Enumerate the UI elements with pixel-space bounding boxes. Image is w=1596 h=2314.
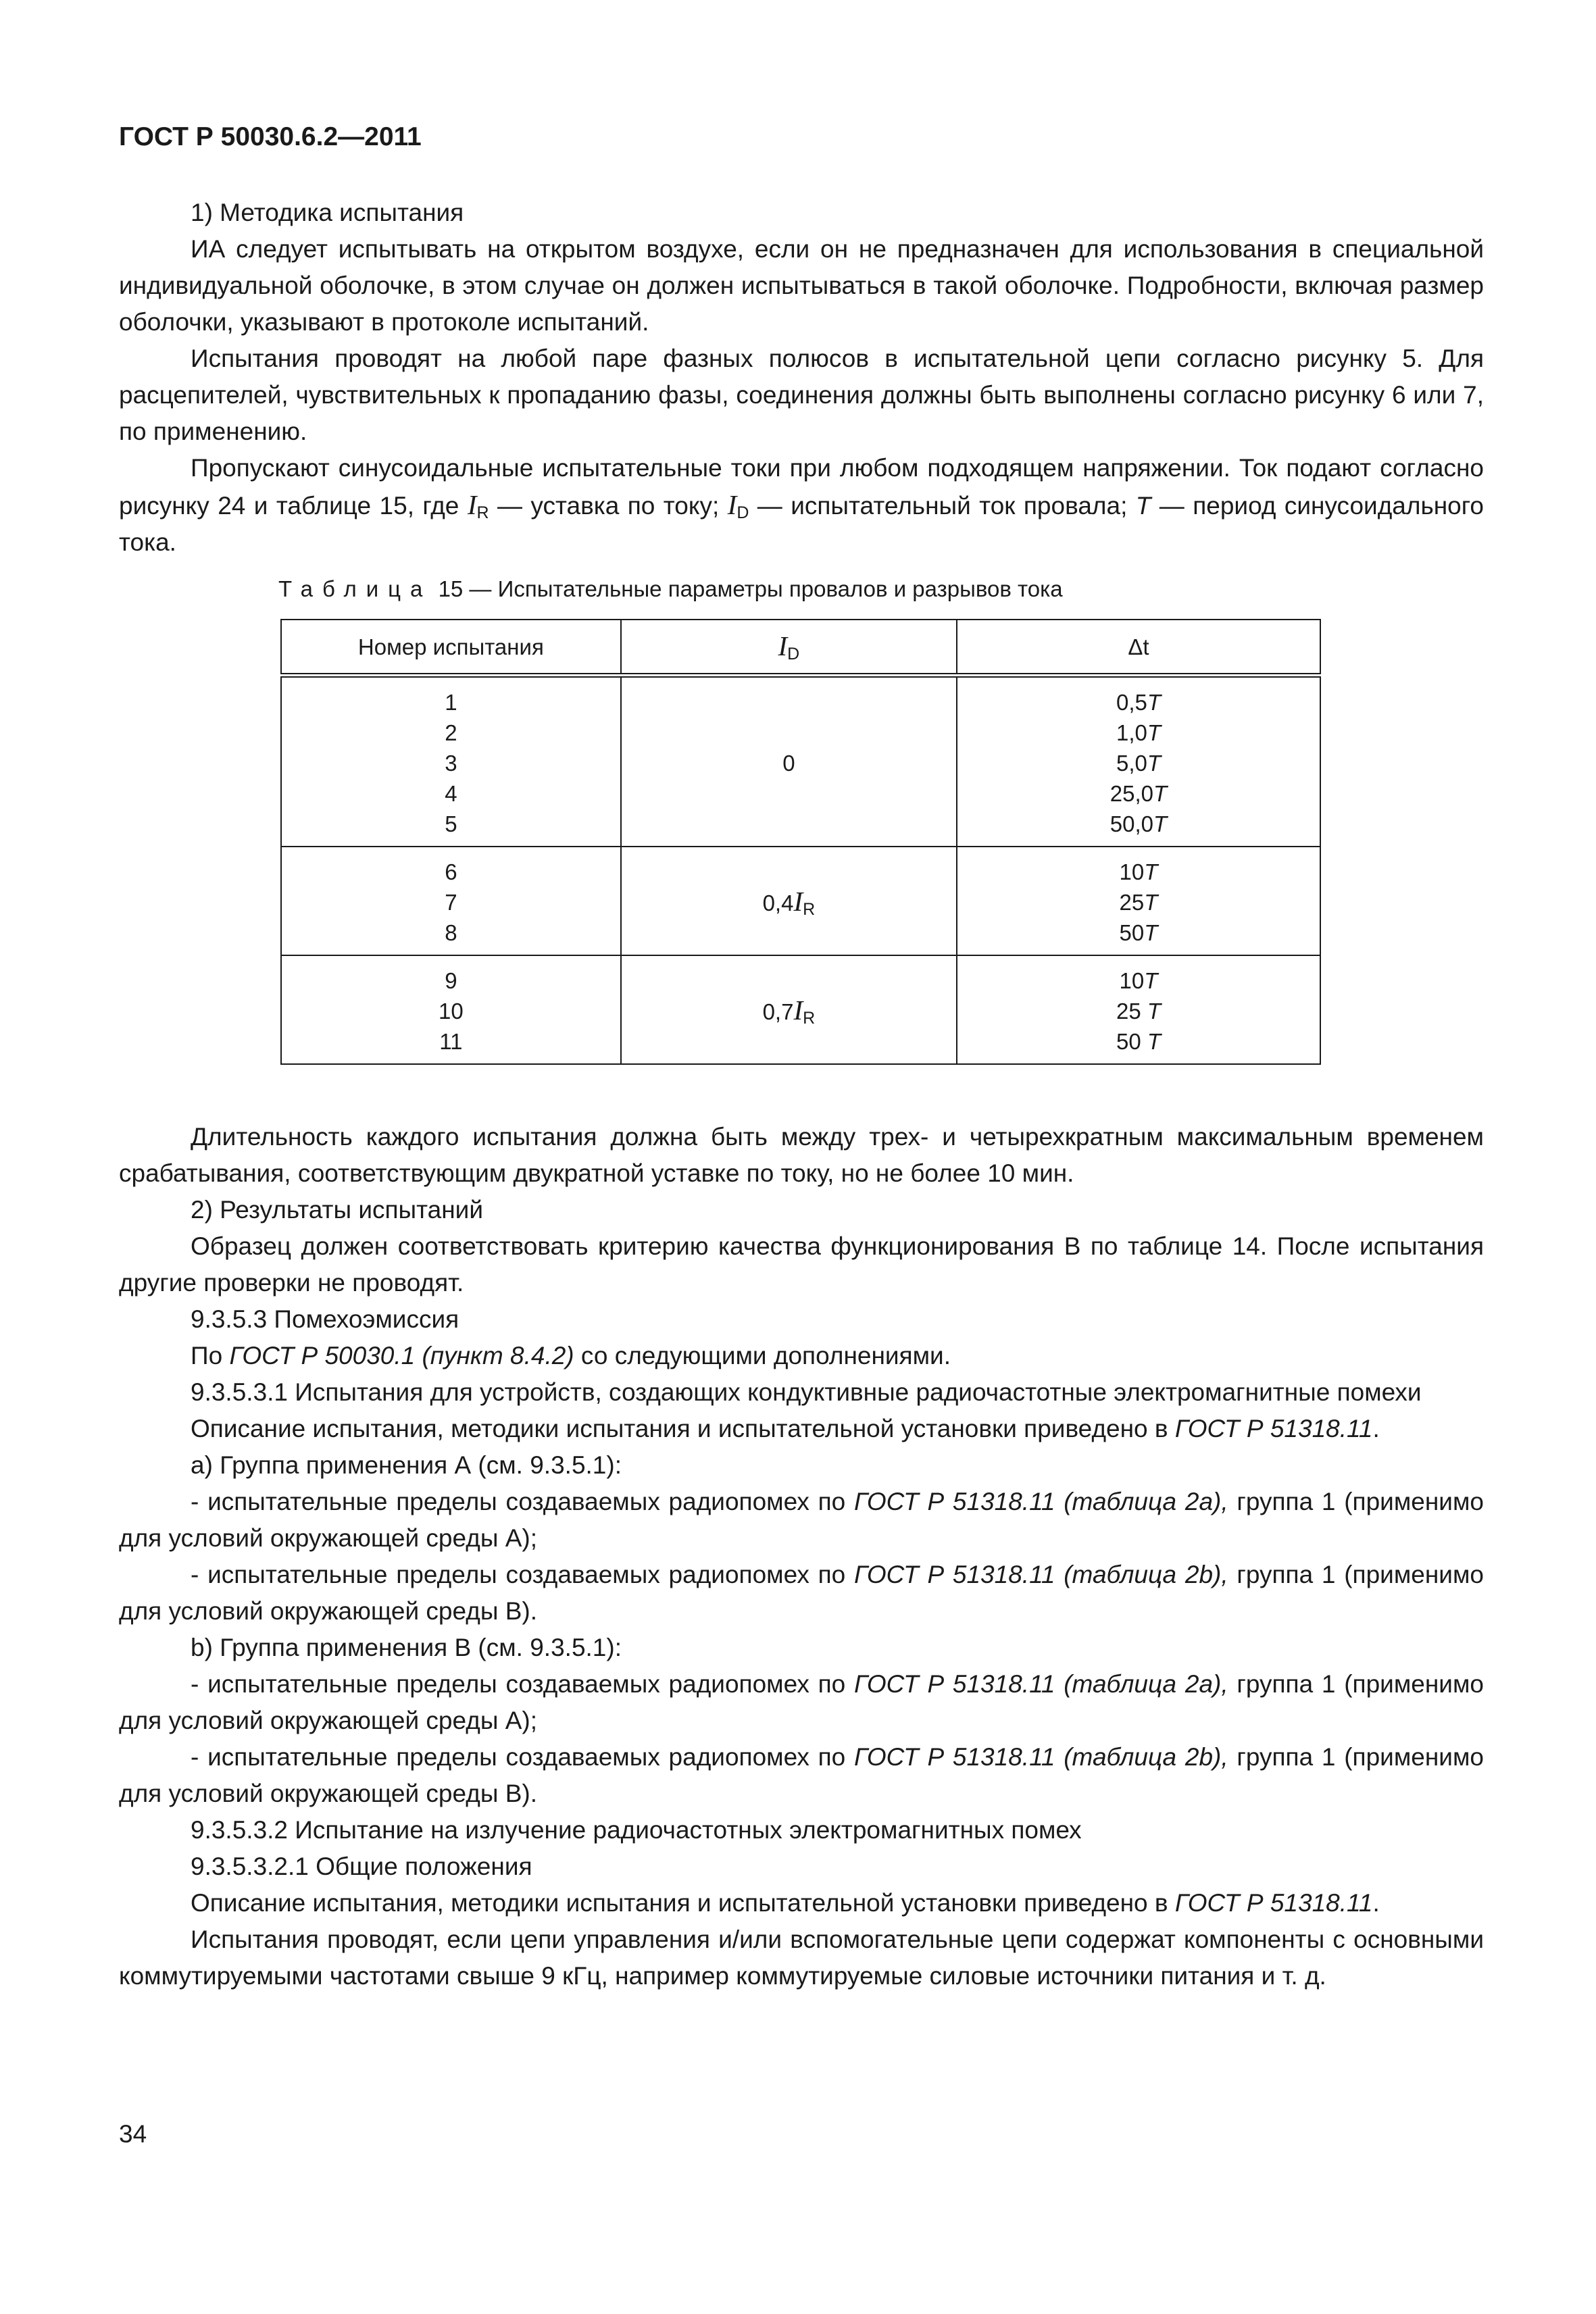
cell-test-numbers [281,847,621,955]
paragraph-description-2: Описание испытания, методики испытания и испытательной установки приведено в ГОСТ Р 51318.11. [191,1889,1380,1917]
cell-id-value: $0,7I_R$ [621,955,957,1064]
page-number: 34 [119,2120,147,2148]
item-group-b: b) Группа применения В (см. 9.3.5.1): [191,1634,622,1661]
test-number: 3 [445,751,457,776]
test-number: 6 [445,859,457,884]
paragraph-duration: Длительность каждого испытания должна быть между трех- и четырехкратным максимальным временем срабатывания, соответствующим двукратной уставке по току, но не более 10 мин. [119,1123,1484,1187]
paragraph-results: Образец должен соответствовать критерию качества функционирования В по таблице 14. После испытания другие проверки не проводят. [119,1232,1484,1297]
section-9-3-5-3: 9.3.5.3 Помехоэмиссия [191,1305,459,1333]
list-item: - испытательные пределы создаваемых радиопомех по ГОСТ Р 51318.11 (таблица 2а), группа 1 (применимо для условий окружающей среды А); [119,1670,1484,1734]
table-row [281,676,1320,847]
table-row [281,955,1320,1064]
cell-delta-t [957,676,1320,847]
cell-delta-t [957,847,1320,955]
delta-t-value: 50T [1119,920,1158,945]
item-group-a: а) Группа применения А (см. 9.3.5.1): [191,1451,622,1479]
test-number: 2 [445,720,457,745]
document-page [119,119,1484,1994]
test-number: 8 [445,920,457,945]
paragraph-gost-50030-1: По ГОСТ Р 50030.1 (пункт 8.4.2) со следующими дополнениями. [191,1342,951,1369]
test-number: 9 [445,968,457,993]
cell-test-numbers [281,955,621,1064]
paragraph-enclosure: ИА следует испытывать на открытом воздухе, если он не предназначен для использования в специальной индивидуальной оболочке, в этом случае он должен испытываться в такой оболочке. Подробности, включая размер оболочки, указывают в протоколе испытаний. [119,235,1484,336]
test-number: 11 [439,1029,463,1054]
test-number: 4 [445,781,457,806]
delta-t-value: 25T [1119,890,1158,915]
header-test-number: Номер испытания [281,620,621,676]
section-9-3-5-3-2: 9.3.5.3.2 Испытание на излучение радиочастотных электромагнитных помех [191,1816,1082,1844]
test-parameters-table [280,619,1321,1065]
paragraph-results-heading: 2) Результаты испытаний [191,1196,483,1224]
header-delta-t: Δt [957,620,1320,676]
list-item: - испытательные пределы создаваемых радиопомех по ГОСТ Р 51318.11 (таблица 2b), группа 1 (применимо для условий окружающей среды В). [119,1561,1484,1625]
header-id: $I_D$ [621,620,957,676]
cell-delta-t [957,955,1320,1064]
cell-test-numbers [281,676,621,847]
delta-t-value: 10T [1119,968,1158,993]
delta-t-value: 25 T [1116,999,1162,1024]
symbol-t: T [1135,492,1151,520]
delta-t-value: 5,0T [1116,751,1162,776]
delta-t-value: 50 T [1116,1029,1162,1054]
test-number: 10 [439,999,464,1024]
document-header: ГОСТ Р 50030.6.2—2011 [119,122,422,151]
symbol-id: I [727,489,737,520]
delta-t-value: 25,0T [1109,781,1168,806]
test-number: 1 [445,690,457,715]
section-9-3-5-3-1: 9.3.5.3.1 Испытания для устройств, создающих кондуктивные радиочастотные электромагнитные помехи [191,1378,1422,1406]
delta-t-value: 0,5T [1116,690,1162,715]
delta-t-value: 1,0T [1116,720,1162,745]
symbol-ir: I [467,489,477,520]
table-caption: Таблица 15 — Испытательные параметры провалов и разрывов тока [278,576,1063,601]
list-item: - испытательные пределы создаваемых радиопомех по ГОСТ Р 51318.11 (таблица 2а), группа 1 (применимо для условий окружающей среды А); [119,1488,1484,1552]
table-header-row [281,620,1320,676]
paragraph-conditions: Испытания проводят, если цепи управления и/или вспомогательные цепи содержат компоненты с основными коммутируемыми частотами свыше 9 кГц, например коммутируемые силовые источники питания и т. д. [119,1926,1484,1990]
paragraph-method-heading: 1) Методика испытания [191,199,464,226]
list-item: - испытательные пределы создаваемых радиопомех по ГОСТ Р 51318.11 (таблица 2b), группа 1 (применимо для условий окружающей среды В). [119,1743,1484,1807]
cell-id-value: $0,4I_R$ [621,847,957,955]
delta-t-value: 50,0T [1109,811,1168,836]
test-number: 5 [445,811,457,836]
section-9-3-5-3-2-1: 9.3.5.3.2.1 Общие положения [191,1853,532,1880]
paragraph-test-currents: Пропускают синусоидальные испытательные токи при любом подходящем напряжении. Ток подают согласно рисунку 24 и таблице 15, где $I_R$ — уставка по току; $I_D$ — испытательный ток провала; T — период синусоидального тока. [119,454,1485,556]
test-number: 7 [445,890,457,915]
table-row [281,847,1320,955]
cell-id-value: 0 [621,676,957,847]
delta-t-value: 10T [1119,859,1158,884]
paragraph-phase-poles: Испытания проводят на любой паре фазных полюсов в испытательной цепи согласно рисунку 5. Для расцепителей, чувствительных к пропаданию фазы, соединения должны быть выполнены согласно рисунку 6 или 7, по применению. [119,345,1484,445]
paragraph-description-1: Описание испытания, методики испытания и испытательной установки приведено в ГОСТ Р 51318.11. [191,1415,1380,1442]
